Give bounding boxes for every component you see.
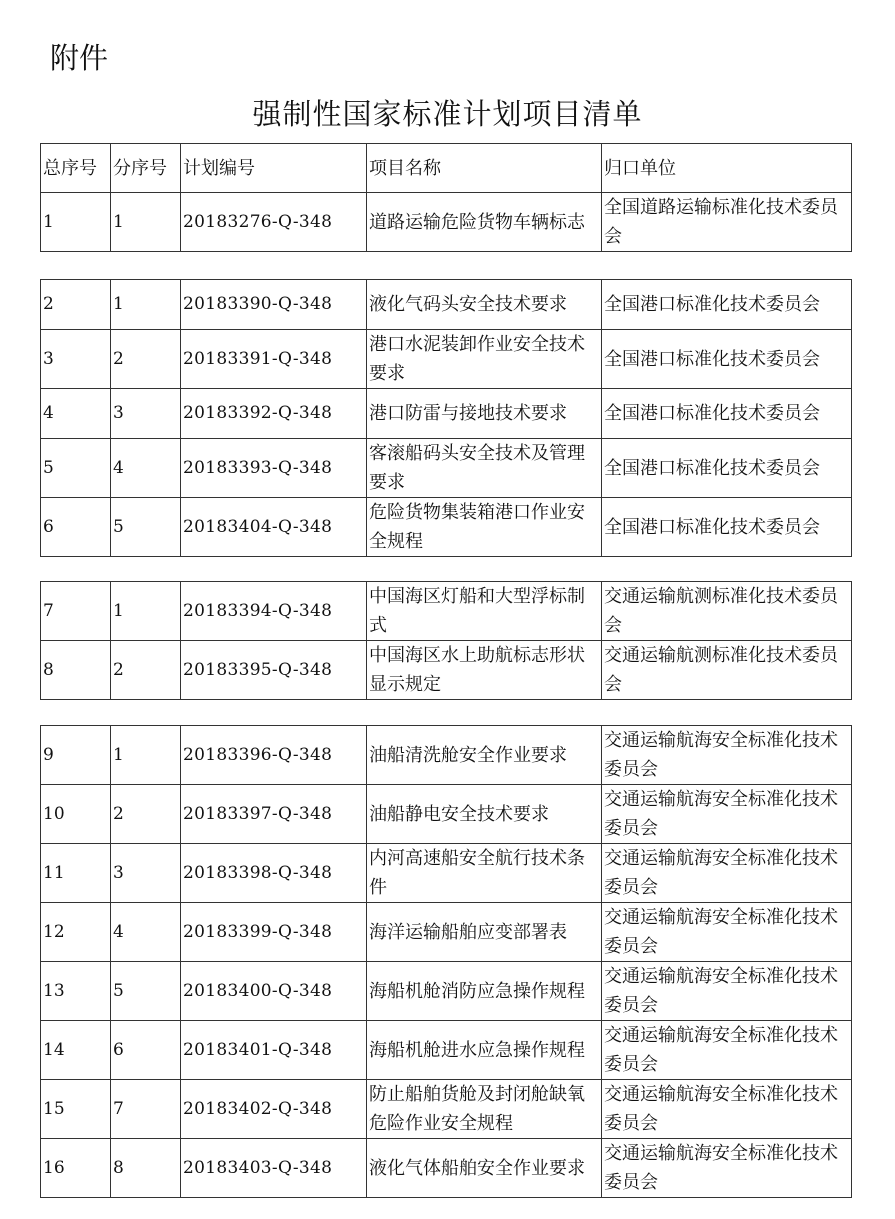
- cell-sub-no: 2: [111, 785, 181, 844]
- cell-project-name: 液化气体船舶安全作业要求: [367, 1139, 602, 1198]
- cell-total-no: 12: [41, 903, 111, 962]
- cell-total-no: 7: [41, 582, 111, 641]
- table-row: [41, 389, 852, 439]
- table-row: [41, 582, 852, 641]
- cell-plan-code: 20183276-Q-348: [181, 193, 367, 252]
- cell-sub-no: 3: [111, 389, 181, 439]
- table-row: [41, 962, 852, 1021]
- cell-plan-code: 20183394-Q-348: [181, 582, 367, 641]
- cell-total-no: 5: [41, 439, 111, 498]
- cell-responsible-unit: 全国港口标准化技术委员会: [602, 280, 852, 330]
- table-header-row: [41, 144, 852, 193]
- cell-plan-code: 20183396-Q-348: [181, 726, 367, 785]
- cell-plan-code: 20183401-Q-348: [181, 1021, 367, 1080]
- cell-plan-code: 20183391-Q-348: [181, 330, 367, 389]
- table-row: [41, 498, 852, 557]
- table-maritime-safety: [40, 725, 852, 1198]
- cell-plan-code: 20183403-Q-348: [181, 1139, 367, 1198]
- table-ports: [40, 279, 852, 557]
- cell-sub-no: 1: [111, 280, 181, 330]
- cell-project-name: 港口防雷与接地技术要求: [367, 389, 602, 439]
- cell-plan-code: 20183404-Q-348: [181, 498, 367, 557]
- cell-total-no: 9: [41, 726, 111, 785]
- cell-plan-code: 20183399-Q-348: [181, 903, 367, 962]
- table-road-transport: [40, 143, 852, 252]
- cell-sub-no: 5: [111, 498, 181, 557]
- cell-responsible-unit: 交通运输航海安全标准化技术委员会: [602, 962, 852, 1021]
- cell-responsible-unit: 交通运输航测标准化技术委员会: [602, 582, 852, 641]
- cell-plan-code: 20183392-Q-348: [181, 389, 367, 439]
- cell-total-no: 15: [41, 1080, 111, 1139]
- cell-plan-code: 20183395-Q-348: [181, 641, 367, 700]
- cell-responsible-unit: 交通运输航海安全标准化技术委员会: [602, 1021, 852, 1080]
- cell-total-no: 1: [41, 193, 111, 252]
- cell-total-no: 10: [41, 785, 111, 844]
- cell-project-name: 海船机舱消防应急操作规程: [367, 962, 602, 1021]
- table-row: [41, 785, 852, 844]
- cell-sub-no: 1: [111, 582, 181, 641]
- cell-total-no: 11: [41, 844, 111, 903]
- cell-responsible-unit: 交通运输航海安全标准化技术委员会: [602, 726, 852, 785]
- cell-responsible-unit: 全国道路运输标准化技术委员会: [602, 193, 852, 252]
- cell-responsible-unit: 全国港口标准化技术委员会: [602, 389, 852, 439]
- table-row: [41, 844, 852, 903]
- cell-total-no: 3: [41, 330, 111, 389]
- header-plan-code: 计划编号: [181, 144, 367, 193]
- table-row: [41, 439, 852, 498]
- cell-sub-no: 2: [111, 641, 181, 700]
- cell-plan-code: 20183393-Q-348: [181, 439, 367, 498]
- cell-responsible-unit: 全国港口标准化技术委员会: [602, 439, 852, 498]
- table-row: [41, 1139, 852, 1198]
- cell-sub-no: 2: [111, 330, 181, 389]
- cell-responsible-unit: 交通运输航海安全标准化技术委员会: [602, 1080, 852, 1139]
- header-project-name: 项目名称: [367, 144, 602, 193]
- attachment-label: 附件: [50, 41, 109, 75]
- cell-project-name: 防止船舶货舱及封闭舱缺氧危险作业安全规程: [367, 1080, 602, 1139]
- table-row: [41, 193, 852, 252]
- cell-plan-code: 20183398-Q-348: [181, 844, 367, 903]
- cell-sub-no: 1: [111, 193, 181, 252]
- cell-plan-code: 20183402-Q-348: [181, 1080, 367, 1139]
- cell-sub-no: 5: [111, 962, 181, 1021]
- cell-project-name: 海洋运输船舶应变部署表: [367, 903, 602, 962]
- table-row: [41, 641, 852, 700]
- cell-project-name: 港口水泥装卸作业安全技术要求: [367, 330, 602, 389]
- cell-total-no: 14: [41, 1021, 111, 1080]
- header-responsible-unit: 归口单位: [602, 144, 852, 193]
- cell-total-no: 2: [41, 280, 111, 330]
- cell-total-no: 4: [41, 389, 111, 439]
- cell-project-name: 客滚船码头安全技术及管理要求: [367, 439, 602, 498]
- header-total-no: 总序号: [41, 144, 111, 193]
- cell-plan-code: 20183390-Q-348: [181, 280, 367, 330]
- cell-responsible-unit: 全国港口标准化技术委员会: [602, 330, 852, 389]
- table-row: [41, 1021, 852, 1080]
- cell-responsible-unit: 交通运输航海安全标准化技术委员会: [602, 903, 852, 962]
- cell-plan-code: 20183397-Q-348: [181, 785, 367, 844]
- cell-responsible-unit: 交通运输航测标准化技术委员会: [602, 641, 852, 700]
- cell-total-no: 16: [41, 1139, 111, 1198]
- table-navigation-aids: [40, 581, 852, 700]
- document-title: 强制性国家标准计划项目清单: [252, 97, 643, 131]
- cell-responsible-unit: 交通运输航海安全标准化技术委员会: [602, 785, 852, 844]
- cell-sub-no: 6: [111, 1021, 181, 1080]
- cell-sub-no: 8: [111, 1139, 181, 1198]
- table-row: [41, 280, 852, 330]
- cell-sub-no: 3: [111, 844, 181, 903]
- cell-responsible-unit: 交通运输航海安全标准化技术委员会: [602, 1139, 852, 1198]
- cell-sub-no: 7: [111, 1080, 181, 1139]
- cell-sub-no: 1: [111, 726, 181, 785]
- table-row: [41, 903, 852, 962]
- table-row: [41, 1080, 852, 1139]
- cell-project-name: 液化气码头安全技术要求: [367, 280, 602, 330]
- cell-responsible-unit: 交通运输航海安全标准化技术委员会: [602, 844, 852, 903]
- cell-project-name: 油船清洗舱安全作业要求: [367, 726, 602, 785]
- cell-total-no: 6: [41, 498, 111, 557]
- header-sub-no: 分序号: [111, 144, 181, 193]
- cell-project-name: 危险货物集装箱港口作业安全规程: [367, 498, 602, 557]
- cell-project-name: 道路运输危险货物车辆标志: [367, 193, 602, 252]
- cell-sub-no: 4: [111, 439, 181, 498]
- cell-project-name: 内河高速船安全航行技术条件: [367, 844, 602, 903]
- cell-total-no: 8: [41, 641, 111, 700]
- cell-plan-code: 20183400-Q-348: [181, 962, 367, 1021]
- cell-project-name: 海船机舱进水应急操作规程: [367, 1021, 602, 1080]
- cell-project-name: 中国海区灯船和大型浮标制式: [367, 582, 602, 641]
- cell-responsible-unit: 全国港口标准化技术委员会: [602, 498, 852, 557]
- cell-project-name: 油船静电安全技术要求: [367, 785, 602, 844]
- cell-project-name: 中国海区水上助航标志形状显示规定: [367, 641, 602, 700]
- cell-sub-no: 4: [111, 903, 181, 962]
- table-row: [41, 726, 852, 785]
- table-row: [41, 330, 852, 389]
- cell-total-no: 13: [41, 962, 111, 1021]
